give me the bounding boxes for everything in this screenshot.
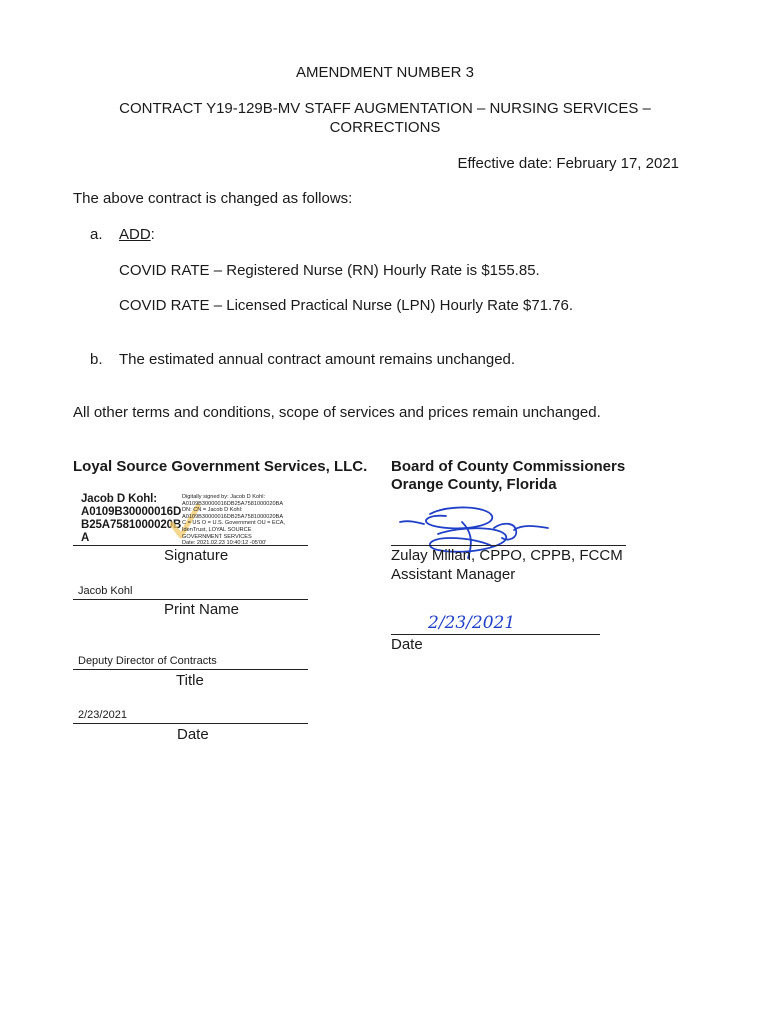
rate-rn: COVID RATE – Registered Nurse (RN) Hourly Rate is $155.85. bbox=[119, 262, 540, 279]
ds-detail-line: A0109B30000016DB25A7581000020BA bbox=[182, 513, 284, 520]
intro-text: The above contract is changed as follows: bbox=[73, 190, 353, 207]
county-signer-title: Assistant Manager bbox=[391, 566, 516, 583]
ds-name-line: A bbox=[81, 532, 90, 544]
county-handwritten-date: 2/23/2021 bbox=[428, 613, 516, 633]
vendor-title-label: Title bbox=[176, 672, 204, 689]
vendor-print-name-value: Jacob Kohl bbox=[78, 585, 133, 597]
digital-signature-name bbox=[81, 493, 181, 545]
vendor-print-name-label: Print Name bbox=[164, 601, 240, 618]
county-board-line2: Orange County, Florida bbox=[391, 476, 557, 493]
ds-name-line: B25A7581000020B bbox=[81, 519, 182, 531]
effective-date: Effective date: February 17, 2021 bbox=[457, 155, 679, 172]
item-b-marker: b. bbox=[90, 351, 103, 368]
item-a-heading bbox=[119, 226, 155, 243]
ds-detail-line: C = US O = U.S. Government OU = ECA, bbox=[182, 520, 286, 527]
vendor-company: Loyal Source Government Services, LLC. bbox=[73, 458, 368, 475]
vendor-date-label: Date bbox=[177, 726, 209, 743]
item-b-text: The estimated annual contract amount remains unchanged. bbox=[119, 351, 516, 368]
contract-title-line2: CORRECTIONS bbox=[329, 119, 441, 136]
item-a-label: ADD bbox=[119, 226, 151, 243]
county-signature-line bbox=[391, 545, 626, 546]
county-date-label: Date bbox=[391, 636, 423, 653]
vendor-date-line bbox=[73, 723, 308, 724]
ds-name-line: Jacob D Kohl: bbox=[81, 493, 158, 505]
rate-lpn: COVID RATE – Licensed Practical Nurse (LPN) Hourly Rate $71.76. bbox=[119, 297, 574, 314]
item-a-marker: a. bbox=[90, 226, 103, 243]
vendor-print-name-line bbox=[73, 599, 308, 600]
closing-text: All other terms and conditions, scope of services and prices remain unchanged. bbox=[73, 404, 601, 421]
ds-detail-line: Date: 2021.02.23 10:40:12 -05'00' bbox=[182, 540, 267, 547]
digital-signature-details bbox=[182, 494, 312, 547]
item-a-colon: : bbox=[150, 226, 155, 243]
ds-detail-line: Digitally signed by: Jacob D Kohl: bbox=[182, 494, 266, 500]
contract-title-line1: CONTRACT Y19-129B-MV STAFF AUGMENTATION – NURSING SERVICES – bbox=[119, 100, 651, 117]
vendor-date-value: 2/23/2021 bbox=[78, 709, 127, 721]
vendor-title-line bbox=[73, 669, 308, 670]
county-board-line1: Board of County Commissioners bbox=[391, 458, 626, 475]
ds-detail-line: GOVERNMENT SERVICES bbox=[182, 533, 252, 540]
vendor-title-value: Deputy Director of Contracts bbox=[78, 655, 217, 667]
ds-detail-line: A0109B30000016DB25A7581000020BA bbox=[182, 500, 284, 507]
ds-detail-line: IdenTrust, LOYAL SOURCE bbox=[182, 526, 252, 533]
ds-detail-line: DN: CN = Jacob D Kohl: bbox=[182, 507, 243, 514]
county-signer-name: Zulay Millan, CPPO, CPPB, FCCM bbox=[391, 547, 623, 564]
ds-name-line: A0109B30000016D bbox=[81, 506, 182, 518]
vendor-signature-line bbox=[73, 545, 308, 546]
amendment-title: AMENDMENT NUMBER 3 bbox=[295, 64, 475, 81]
county-date-line bbox=[391, 634, 600, 635]
vendor-signature-label: Signature bbox=[164, 547, 229, 564]
